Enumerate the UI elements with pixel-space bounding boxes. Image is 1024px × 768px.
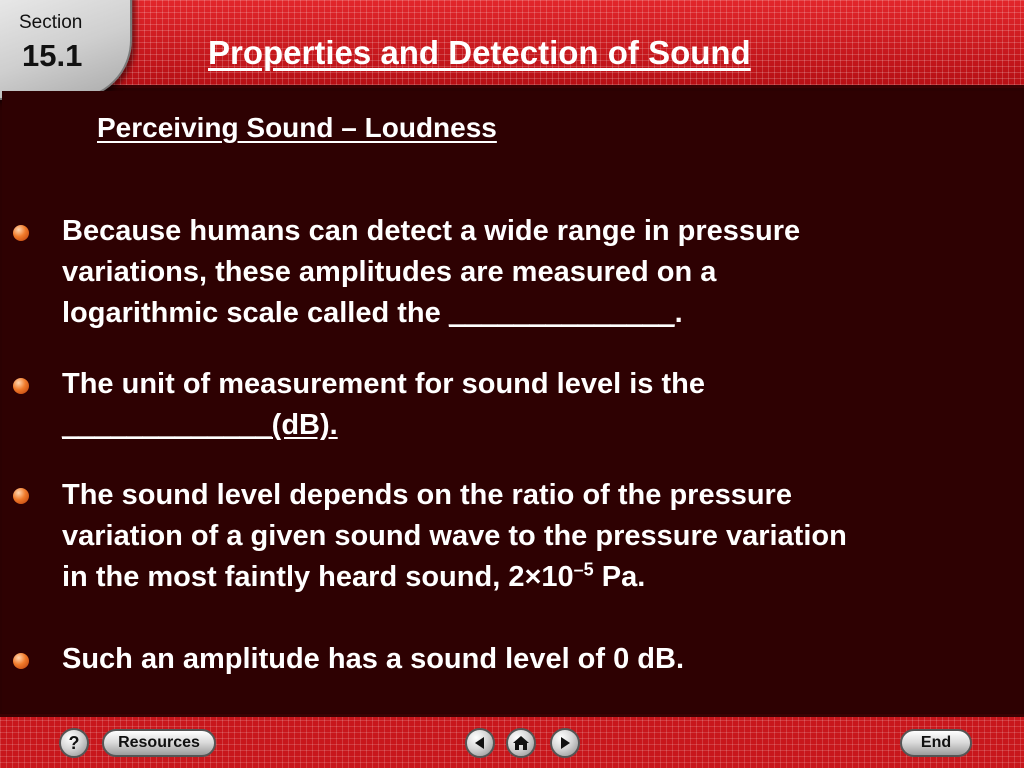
bullet-3-line-2: variation of a given sound wave to the pressure variation bbox=[62, 520, 847, 552]
bullet-3-line-3-suffix: Pa. bbox=[593, 561, 646, 593]
bullet-1-line-1: Because humans can detect a wide range in pressure bbox=[62, 215, 801, 247]
arrow-left-icon bbox=[473, 736, 487, 750]
question-icon: ? bbox=[68, 732, 80, 753]
home-icon bbox=[512, 735, 530, 751]
bullet-1-line-3 bbox=[62, 293, 992, 334]
arrow-right-icon bbox=[558, 736, 572, 750]
bullet-icon bbox=[13, 225, 29, 241]
home-button[interactable] bbox=[506, 728, 536, 758]
bullet-4 bbox=[62, 639, 992, 680]
resources-button[interactable] bbox=[102, 729, 216, 757]
page-title: Properties and Detection of Sound bbox=[208, 34, 751, 71]
bullet-3-line-1: The sound level depends on the ratio of the pressure bbox=[62, 479, 792, 511]
end-button-label: End bbox=[920, 734, 952, 751]
bullet-3-line-3 bbox=[62, 557, 992, 598]
bullet-1-line-3-suffix: . bbox=[674, 297, 683, 329]
fill-in-blank: ______________ bbox=[448, 297, 675, 329]
exponent: –5 bbox=[573, 559, 594, 580]
section-label: Section bbox=[19, 12, 83, 33]
fill-in-blank: _____________(dB). bbox=[62, 409, 338, 441]
section-number: 15.1 bbox=[22, 38, 83, 73]
resources-button-label: Resources bbox=[118, 734, 200, 751]
bullet-3-line-3-prefix: in the most faintly heard sound, 2×10 bbox=[62, 561, 574, 593]
bullet-1 bbox=[62, 211, 992, 334]
bullet-4-line-1: Such an amplitude has a sound level of 0 dB. bbox=[62, 643, 685, 675]
previous-button[interactable] bbox=[465, 728, 495, 758]
bullet-icon bbox=[13, 653, 29, 669]
bullet-icon bbox=[13, 488, 29, 504]
bullet-1-line-3-prefix: logarithmic scale called the bbox=[62, 297, 449, 329]
bullet-1-line-2: variations, these amplitudes are measured on a bbox=[62, 256, 717, 288]
next-button[interactable] bbox=[550, 728, 580, 758]
help-button[interactable] bbox=[59, 728, 89, 758]
bullet-icon bbox=[13, 378, 29, 394]
bullet-2-line-1: The unit of measurement for sound level is the bbox=[62, 368, 705, 400]
bullet-3 bbox=[62, 475, 992, 598]
bullet-2 bbox=[62, 364, 992, 446]
slide-subtitle: Perceiving Sound – Loudness bbox=[97, 112, 497, 143]
end-button[interactable] bbox=[900, 729, 972, 757]
